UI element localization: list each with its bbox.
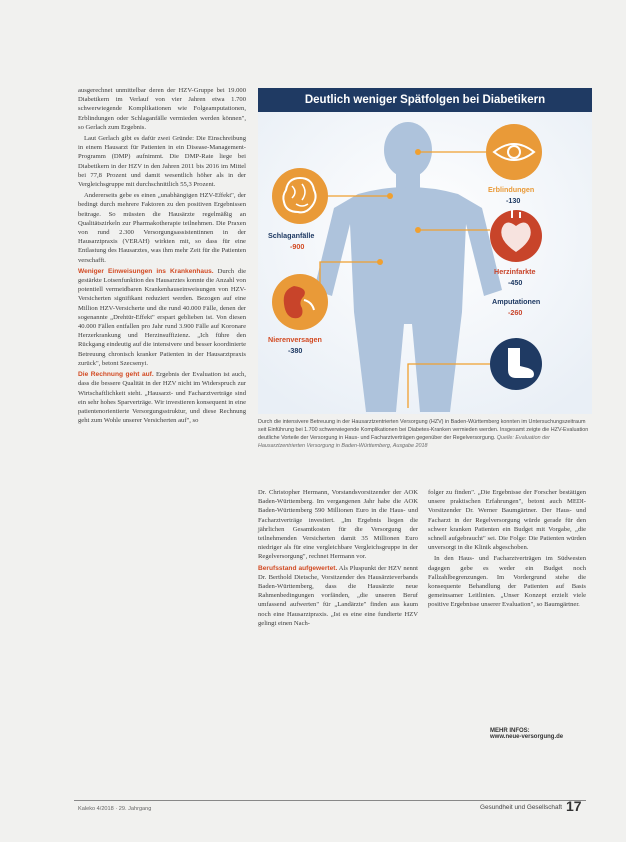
- label-blindness: Erblindungen: [488, 185, 535, 194]
- paragraph: ausgerechnet unmittelbar deren der HZV-Gruppe bei 19.000 Diabetikern im Verlauf von vier Jahren etwa 1.700 schwerwiegende Komplikationen wie Folgeamputationen, Erblindungen oder Schlaganfälle vermieden werden können", so Gerlach zum Ergebnis.: [78, 87, 246, 131]
- value-stroke: -900: [290, 242, 305, 251]
- paragraph: Andererseits gebe es einen „unabhängigen HZV-Effekt", der bedingt durch mehrere Faktoren zu den positiven Ergebnissen beitrage. So müssten die Hausärzte regelmäßig an Qualitätszirkeln zur Pharmakotherapie teilnehmen. Die Praxen von rund 2.300 Versorgungsassistentinnen in der Hausarztpraxis (VERAH) wirkten mit, so dass für eine Entlastung des Hausarztes, was ihm mehr Zeit für die Patienten verschafft.: [78, 192, 246, 264]
- text-column-1: [78, 86, 246, 427]
- label-kidney: Nierenversagen: [268, 335, 322, 344]
- caption-text: Durch die intensivere Betreuung in der Hausarztzentrierten Versorgung (HZV) in Baden-Württemberg konnten im Untersuchungszeitraum seit Einführung bei 1.700 schwerwiegende Komplikationen bei Diabetes-Kranken vermieden werden. Insgesamt zeigte die HZV-Evaluation deutliche Vorteile der Versorgung in Haus- und Facharztverträgen gegenüber der Regelversorgung.: [258, 419, 589, 441]
- caption-source: Quelle: Evaluation der Hausarztzentrierten Versorgung in Baden-Württemberg, Ausgabe 2018: [258, 435, 550, 449]
- value-blindness: -130: [506, 196, 521, 205]
- paragraph: [78, 267, 246, 368]
- paragraph: Laut Gerlach gibt es dafür zwei Gründe: Die Einschreibung in einem Hausarzt für Patienten in ein Disease-Management-Programm (DMP) aufnimmt. Die DMP-Rate liege bei Diabetikern in der HZV in den Jahren 2011 bis 2016 im Mittel bei 77,8 Prozent und damit wesentlich höher als in der Vergleichsgruppe mit durchschnittlich 55,3 Prozent.: [78, 135, 246, 189]
- eye-icon: [486, 124, 542, 180]
- more-info-link[interactable]: www.neue-versorgung.de: [490, 734, 564, 740]
- paragraph: [78, 370, 246, 425]
- paragraph: [258, 564, 418, 628]
- subheading: Weniger Einweisungen ins Krankenhaus.: [78, 267, 214, 275]
- infographic-title: Deutlich weniger Spätfolgen bei Diabetikern: [258, 88, 592, 112]
- paragraph-text: Ergebnis der Evaluation ist auch, dass die bessere Qualität in der HZV nicht im Widerspruch zur Wirtschaftlichkeit steht. „Hausarzt- und Facharztverträge sind ein sehr hohes Sparverträge. Wir investieren konsequent in eine patientenorientierte Versorgungsstruktur, und diese Rechnung geht zum Wohle unserer Versicherten auf", so: [78, 371, 246, 425]
- kidney-icon: [272, 274, 328, 330]
- text-column-2: [258, 488, 418, 630]
- text-column-3: [428, 488, 586, 612]
- infographic-caption: [258, 418, 592, 450]
- more-info-box: [490, 728, 563, 740]
- brain-icon: [272, 168, 328, 224]
- infographic-figure: [258, 112, 592, 414]
- label-heart: Herzinfarkte: [494, 267, 536, 276]
- heart-icon: [490, 210, 542, 262]
- paragraph: folger zu finden". „Die Ergebnisse der Forscher bestätigen unsere praktischen Erfahrungen", betont auch MEDI-Vorsitzender Dr. Werner Baumgärtner. Der Haus- und Facharzt in der Regelversorgung würde gerade für den schwer kranken Patienten ein Budget mit Vorgabe, „die schnell aufgebraucht" sei. Die Folge: Die Patienten würden unversorgt in die Klinik abgeschoben.: [428, 489, 586, 552]
- label-stroke: Schlaganfälle: [268, 231, 315, 240]
- footer-section: Gesundheit und Gesellschaft: [480, 804, 563, 811]
- paragraph: Dr. Christopher Hermann, Vorstandsvorsitzender der AOK Baden-Württemberg. Im vergangenen Jahr habe die AOK Baden-Württemberg 590 Millionen Euro in die Haus- und Facharztverträge investiert. „Im Ergebnis liegen die jährlichen Gesamtkosten für die Versorgung der teilnehmenden Versicherten damit 35 Millionen Euro niedriger als für eine vergleichbare Vergleichsgruppe in der Regelversorgung", rechnet Hermann vor.: [258, 489, 418, 561]
- value-kidney: -380: [288, 346, 303, 355]
- more-info-title: MEHR INFOS:: [490, 728, 530, 734]
- label-amputation: Amputationen: [492, 297, 541, 306]
- subheading: Die Rechnung geht auf.: [78, 371, 154, 379]
- value-amputation: -260: [508, 308, 523, 317]
- footer-divider: [74, 800, 586, 801]
- paragraph: In den Haus- und Facharztverträgen im Südwesten dagegen gebe es weder ein Budget noch Fallzahlbegrenzungen. Im Vordergrund stehe die konsequente Behandlung der Patienten auf Basis gemeinsamer Leitlinien. „Unser Konzept erzielt viele positive Ergebnisse unserer Evaluation", so Baumgärtner.: [428, 555, 586, 609]
- foot-icon: [490, 338, 542, 390]
- page-number: 17: [566, 798, 582, 814]
- infographic: [258, 88, 592, 414]
- subheading: Berufsstand aufgewertet.: [258, 564, 338, 572]
- paragraph-text: Durch die gestärkte Lotsenfunktion des Hausarztes konnte die Anzahl von potentiell vermeidbaren Krankenhauseinweisungen von HZV-Versicherten signifikant reduziert werden. Bezogen auf eine Million HZV-Versicherte und die rund 40.000 Fälle, denen der sogenannte „Drehtür-Effekt" erspart geblieben ist. Von diesen 40.000 Fällen entfallen pro Jahr rund 3.900 Fälle auf Koronare Herzerkrankung und Herzinsuffizienz. „Ich führe den Rückgang eindeutig auf die intensivere und besser koordinierte Betreuung chronisch kranker Patienten in der Hausarztpraxis zurück", betont Szecsenyi.: [78, 267, 247, 367]
- paragraph-text: Als Pluspunkt der HZV nennt Dr. Berthold Dietsche, Vorsitzender des Hausärzteverbands Baden-Württemberg, dass die Hausärzte neue Rahmenbedingungen vorfänden, „die unseren Beruf umfassend aufwerten" für „Landärzte" finden aus kaum noch eine Hausarztpraxis. „Ist es eine eine fundierte HZV gelingt einen Nach-: [258, 564, 418, 627]
- footer-issue: Kaleko 4/2018 · 29. Jahrgang: [78, 806, 152, 812]
- value-heart: -450: [508, 278, 523, 287]
